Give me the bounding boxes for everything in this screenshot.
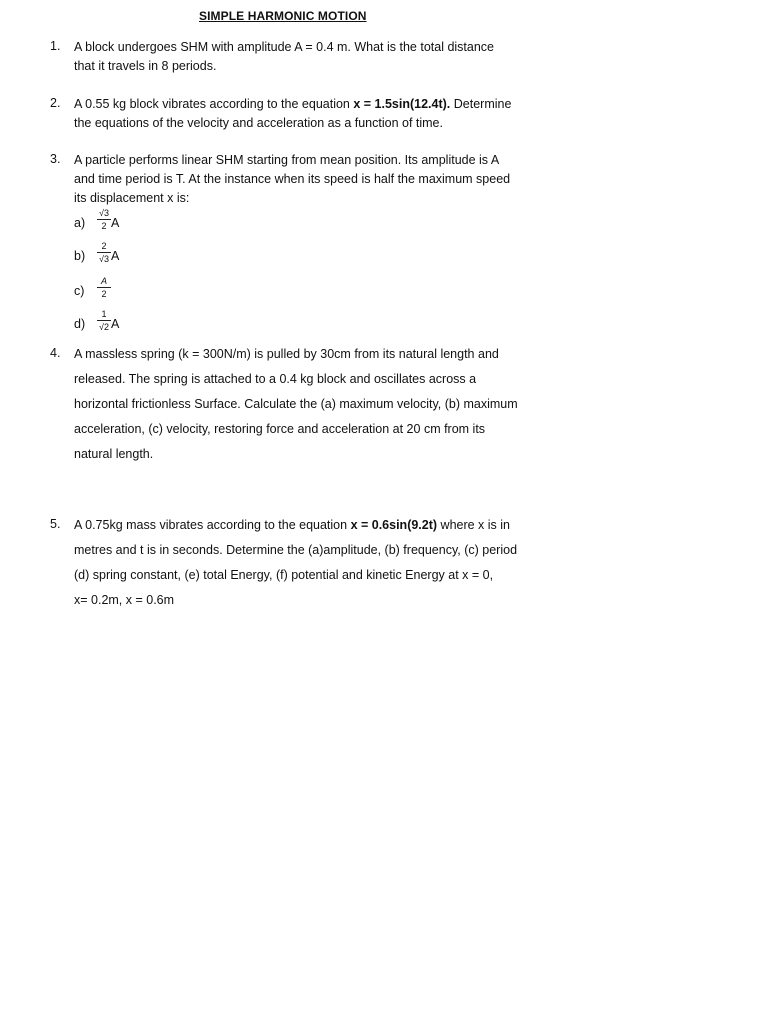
- text-span: A 0.55 kg block vibrates according to the equation: [74, 97, 354, 111]
- question-number: 5.: [50, 517, 61, 531]
- text-span: Determine: [450, 97, 512, 111]
- text-line: its displacement x is:: [74, 191, 190, 205]
- fraction: [97, 276, 111, 299]
- denominator: 2: [101, 221, 107, 231]
- page-title: SIMPLE HARMONIC MOTION: [199, 9, 367, 23]
- fraction: [97, 241, 111, 264]
- question-text: [74, 38, 544, 76]
- question-number: 4.: [50, 346, 61, 360]
- question-number: 3.: [50, 152, 61, 166]
- option-label: b): [74, 249, 86, 263]
- option-label: a): [74, 216, 86, 230]
- denominator: 2: [101, 289, 107, 299]
- question-text: [74, 342, 544, 467]
- fraction-bar: [97, 287, 111, 288]
- equation: x = 1.5sin(12.4t).: [353, 97, 451, 111]
- text-line: x= 0.2m, x = 0.6m: [74, 593, 175, 607]
- text-span: A 0.75kg mass vibrates according to the equation: [74, 518, 351, 532]
- text-line: acceleration, (c) velocity, restoring force and acceleration at 20 cm from its: [74, 422, 486, 436]
- text-line: A particle performs linear SHM starting from mean position. Its amplitude is A: [74, 153, 500, 167]
- fraction-bar: [97, 252, 111, 253]
- denominator: √2: [99, 322, 109, 332]
- text-span: where x is in: [437, 518, 511, 532]
- numerator: √3: [99, 208, 109, 218]
- fraction-bar: [97, 219, 111, 220]
- denominator: √3: [99, 254, 109, 264]
- text-line: (d) spring constant, (e) total Energy, (f) potential and kinetic Energy at x = 0,: [74, 568, 494, 582]
- text-line: A block undergoes SHM with amplitude A = 0.4 m. What is the total distance: [74, 40, 495, 54]
- question-number: 2.: [50, 96, 61, 110]
- question-number: 1.: [50, 39, 61, 53]
- option-suffix: A: [111, 216, 120, 230]
- fraction: [97, 309, 111, 332]
- numerator: 1: [101, 309, 107, 319]
- question-text: [74, 151, 544, 208]
- fraction-bar: [97, 320, 111, 321]
- text-line: A massless spring (k = 300N/m) is pulled by 30cm from its natural length and: [74, 347, 499, 361]
- numerator: A: [100, 276, 107, 286]
- numerator: 2: [101, 241, 107, 251]
- option-label: d): [74, 317, 86, 331]
- text-line: [74, 513, 544, 538]
- text-line: metres and t is in seconds. Determine the (a)amplitude, (b) frequency, (c) period: [74, 543, 518, 557]
- equation: x = 0.6sin(9.2t): [350, 518, 438, 532]
- text-line: [74, 95, 544, 114]
- text-line: the equations of the velocity and acceleration as a function of time.: [74, 116, 443, 130]
- option-suffix: A: [111, 249, 120, 263]
- text-line: horizontal frictionless Surface. Calculate the (a) maximum velocity, (b) maximum: [74, 397, 518, 411]
- text-line: natural length.: [74, 447, 154, 461]
- text-line: and time period is T. At the instance when its speed is half the maximum speed: [74, 172, 511, 186]
- text-line: released. The spring is attached to a 0.4 kg block and oscillates across a: [74, 372, 477, 386]
- option-suffix: A: [111, 317, 120, 331]
- fraction: [97, 208, 111, 231]
- option-label: c): [74, 284, 85, 298]
- text-line: that it travels in 8 periods.: [74, 59, 217, 73]
- question-text: [74, 95, 544, 133]
- question-text: [74, 513, 544, 613]
